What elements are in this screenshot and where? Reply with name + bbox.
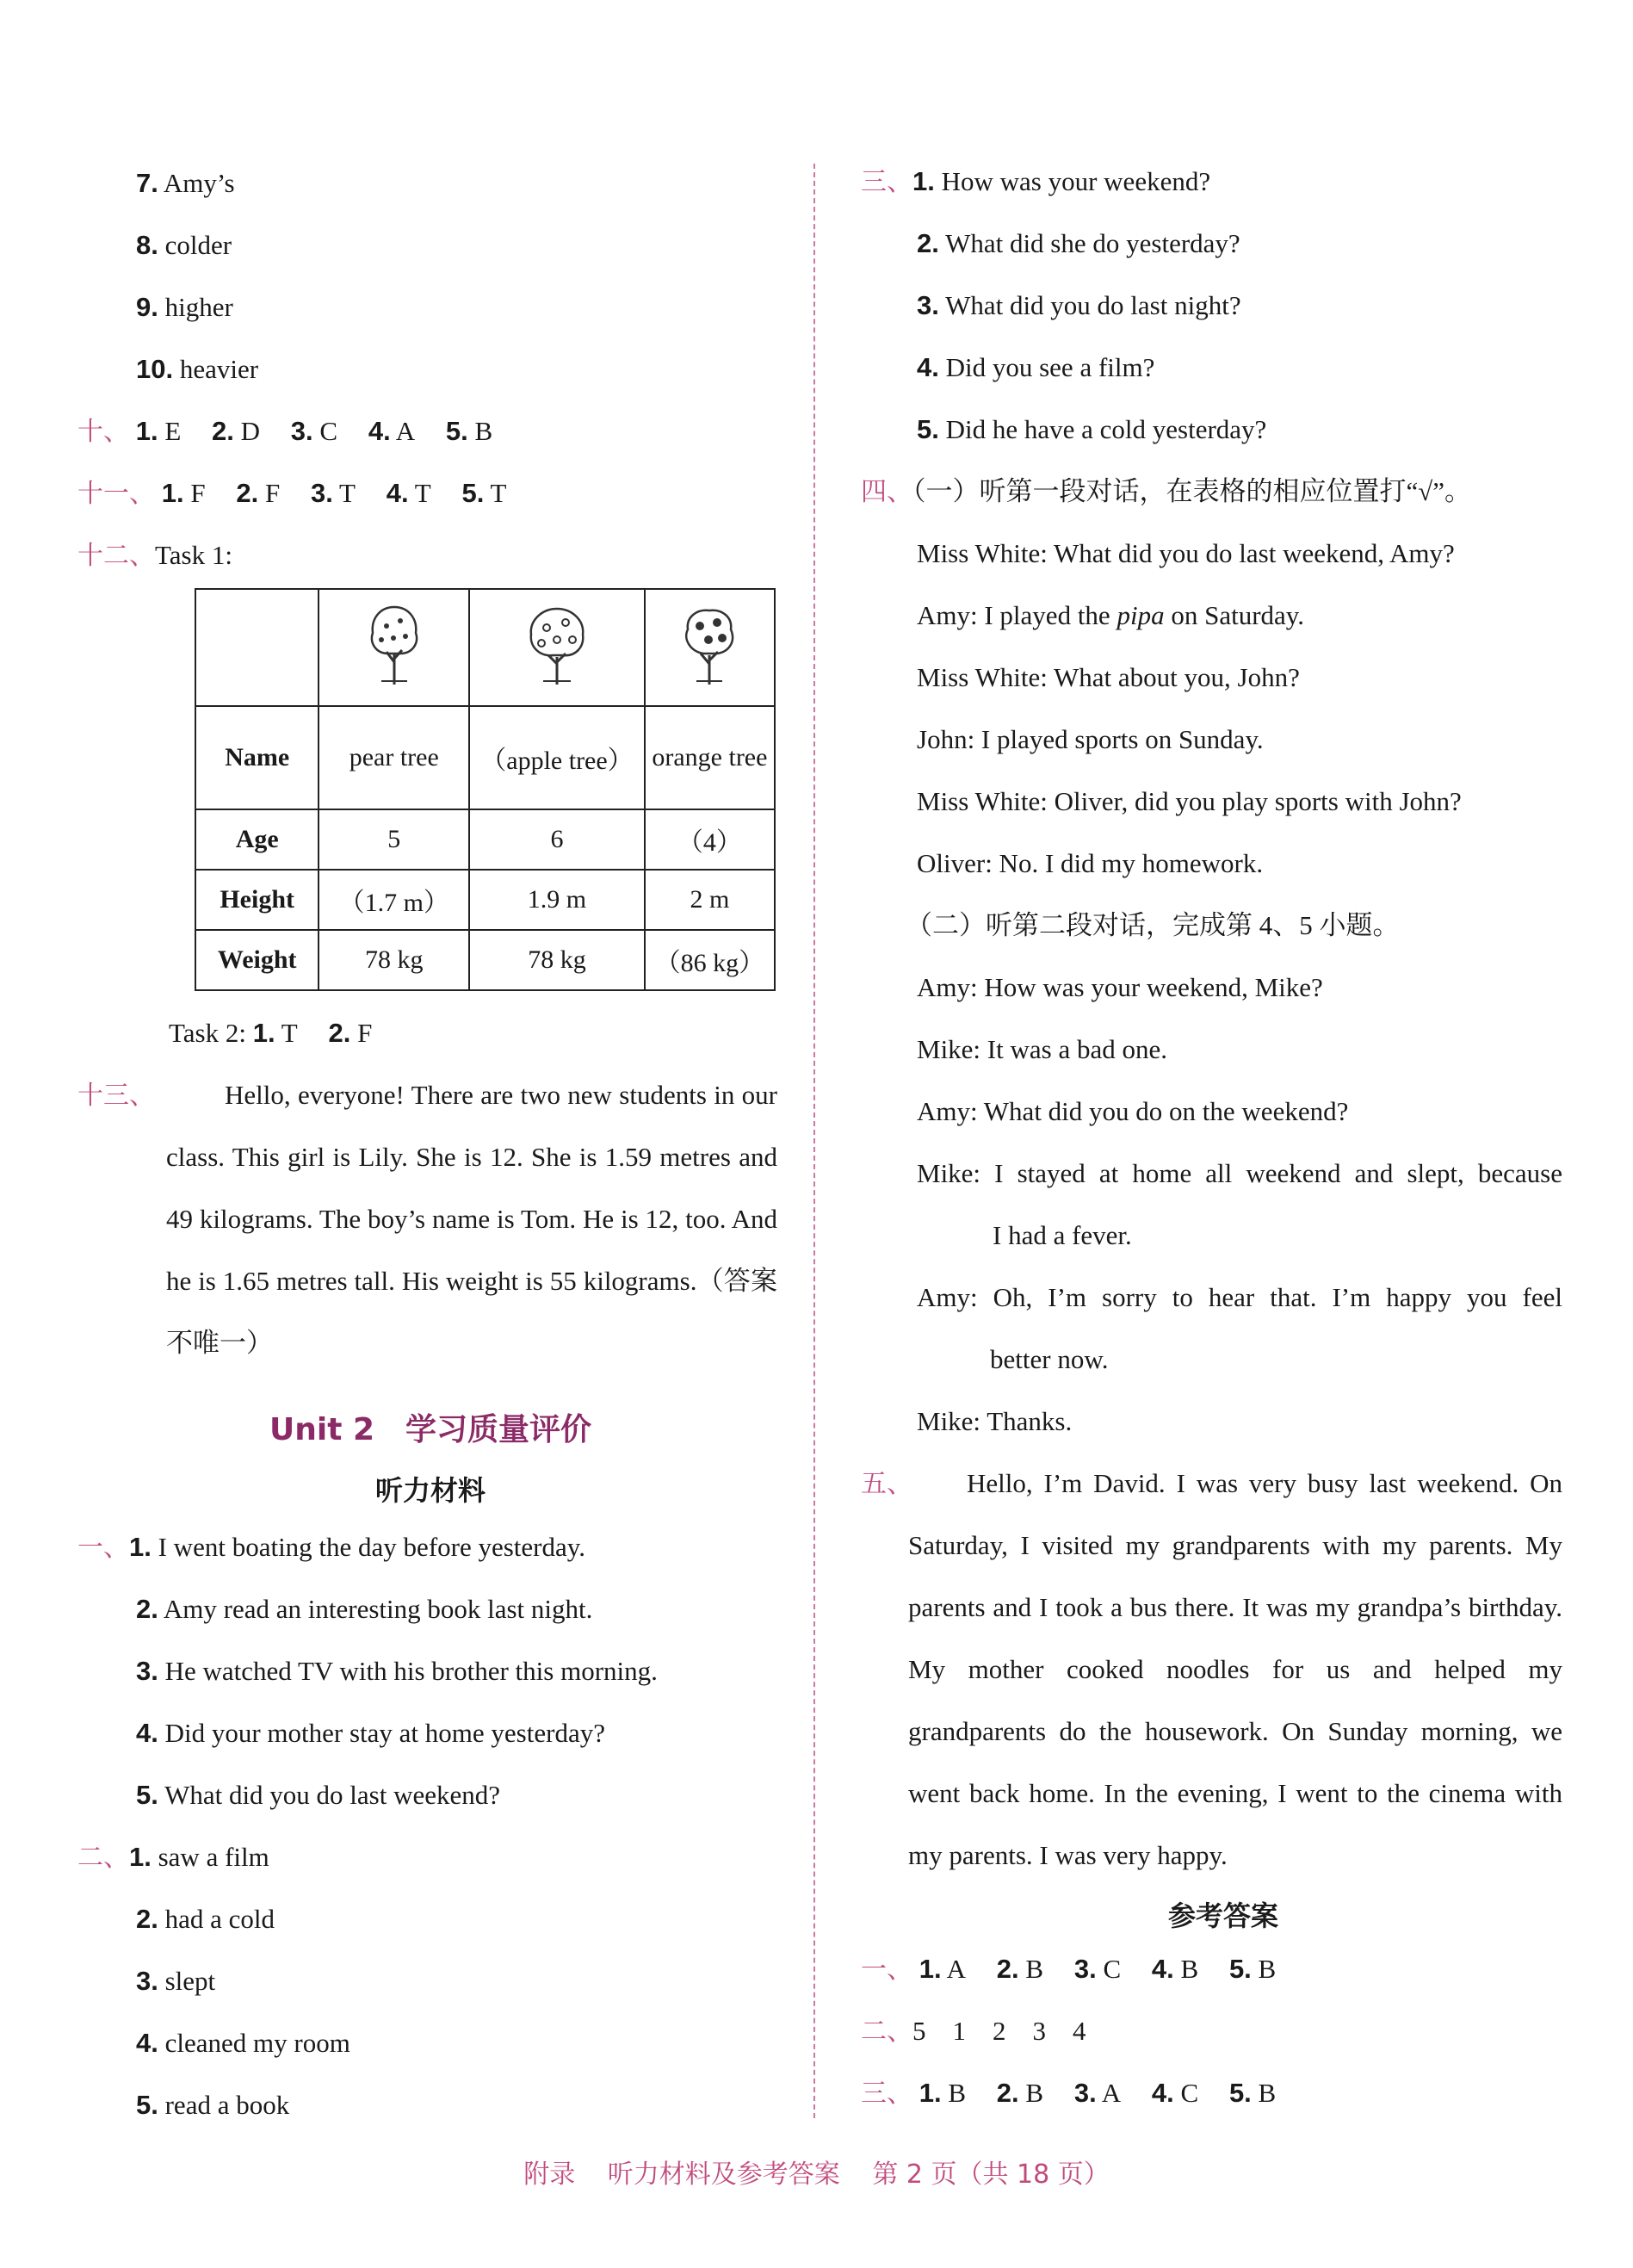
orange-tree-icon — [645, 589, 775, 706]
dialogue-line: Oliver: No. I did my homework. — [917, 848, 1264, 878]
dialogue-line: Miss White: Oliver, did you play sports with John? — [917, 786, 1462, 816]
table-cell: 6 — [469, 809, 645, 870]
tree-table — [195, 588, 776, 991]
dialogue-line: better now. — [990, 1344, 1109, 1374]
dialogue-line: Mike: Thanks. — [917, 1406, 1073, 1436]
dialogue-line: Miss White: What about you, John? — [917, 662, 1300, 692]
table-cell: 2 m — [645, 870, 775, 930]
table-cell: 78 kg — [469, 930, 645, 990]
dialogue-line: Amy: I played the pipa on Saturday. — [917, 600, 1305, 630]
list-item: 3. What did you do last night? — [917, 290, 1241, 320]
list-item: 4. Did your mother stay at home yesterday? — [136, 1718, 605, 1748]
list-item: 二、1. saw a film — [77, 1842, 269, 1873]
answer-row-11: 十一、 1. F 2. F 3. T 4. T 5. T — [77, 478, 507, 509]
table-header-age: Age — [195, 809, 319, 870]
table-cell: orange tree — [645, 706, 775, 809]
list-item: 3. slept — [136, 1966, 216, 1996]
table-cell: （apple tree） — [469, 706, 645, 809]
column-divider — [813, 164, 815, 2118]
list-item: 3. He watched TV with his brother this morning. — [136, 1656, 658, 1686]
table-cell: 5 — [319, 809, 469, 870]
footer-title: 听力材料及参考答案 — [607, 2160, 840, 2190]
table-cell: （86 kg） — [645, 930, 775, 990]
apple-tree-icon — [469, 589, 645, 706]
table-cell: 78 kg — [319, 930, 469, 990]
dialogue-line: Amy: What did you do on the weekend? — [917, 1096, 1349, 1126]
page-footer — [0, 2153, 1633, 2191]
dialogue-line: Mike: I stayed at home all weekend and slept, because — [917, 1158, 1562, 1188]
answer-row-1: 一、 1. A 2. B 3. C 4. B 5. B — [861, 1954, 1277, 1985]
dialogue-line: Amy: Oh, I’m sorry to hear that. I’m happy you feel — [917, 1282, 1562, 1312]
list-item: 10. heavier — [136, 354, 259, 384]
task2-answers: Task 2: 1. T 2. F — [169, 1018, 373, 1048]
dialogue-line: John: I played sports on Sunday. — [917, 724, 1264, 754]
footer-page-number: 第 2 页（共 18 页） — [872, 2160, 1110, 2190]
section-4-part2: （二）听第二段对话，完成第 4、5 小题。 — [906, 910, 1400, 940]
section-13-label: 十三、 — [77, 1081, 155, 1111]
list-item: 8. colder — [136, 230, 232, 260]
table-header-name: Name — [195, 706, 319, 809]
table-header-height: Height — [195, 870, 319, 930]
list-item: 2. had a cold — [136, 1904, 275, 1934]
dialogue-line: Mike: It was a bad one. — [917, 1034, 1167, 1064]
list-item: 2. What did she do yesterday? — [917, 228, 1240, 258]
pear-tree-icon — [319, 589, 469, 706]
list-item: 9. higher — [136, 292, 233, 322]
list-item: 7. Amy’s — [136, 168, 235, 198]
table-header-weight: Weight — [195, 930, 319, 990]
list-item: 4. Did you see a film? — [917, 352, 1155, 382]
dialogue-line: I had a fever. — [993, 1220, 1132, 1250]
list-item: 一、1. I went boating the day before yesterday. — [77, 1532, 585, 1563]
table-cell: （1.7 m） — [319, 870, 469, 930]
table-cell: 1.9 m — [469, 870, 645, 930]
dialogue-line: Amy: How was your weekend, Mike? — [917, 972, 1323, 1002]
empty-cell — [195, 589, 319, 706]
writing-paragraph: Hello, everyone! There are two new students in our class. This girl is Lily. She is 12. She is 1.59 metres and 49 kilograms. The boy’s name is Tom. He is 12, too. And he is 1.65 metres tall. His weight is 55 kilograms.（答案不唯一） — [166, 1080, 777, 1358]
list-item: 5. Did he have a cold yesterday? — [917, 414, 1267, 444]
listening-title: 听力材料 — [374, 1474, 486, 1507]
answer-row-3: 三、 1. B 2. B 3. A 4. C 5. B — [861, 2078, 1277, 2109]
section-4-part1: 四、（一）听第一段对话，在表格的相应位置打“√”。 — [861, 476, 1472, 507]
table-cell: pear tree — [319, 706, 469, 809]
table-cell: （4） — [645, 809, 775, 870]
section-12-heading: 十二、Task 1: — [77, 540, 232, 571]
list-item: 5. What did you do last weekend? — [136, 1780, 501, 1810]
section-5-label: 五、 — [861, 1469, 912, 1499]
list-item: 4. cleaned my room — [136, 2028, 350, 2058]
answers-title: 参考答案 — [1167, 1899, 1278, 1932]
list-item: 三、1. How was your weekend? — [861, 166, 1211, 197]
dialogue-line: Miss White: What did you do last weekend, Amy? — [917, 538, 1455, 568]
list-item: 2. Amy read an interesting book last night. — [136, 1594, 593, 1624]
footer-appendix: 附录 — [523, 2160, 576, 2190]
passage-paragraph: Hello, I’m David. I was very busy last weekend. On Saturday, I visited my grandparents with my parents. My parents and I took a bus there. It was my grandpa’s birthday. My mother cooked noodles for us and helped my grandparents do the housework. On Sunday morning, we went back home. In the evening, I went to the cinema with my parents. I was very happy. — [908, 1468, 1562, 1870]
answer-row-2: 二、5 1 2 3 4 — [861, 2016, 1086, 2047]
answer-row-10: 十、 1. E 2. D 3. C 4. A 5. B — [77, 416, 493, 447]
unit-title: Unit 2 学习质量评价 — [269, 1412, 591, 1447]
list-item: 5. read a book — [136, 2090, 290, 2120]
